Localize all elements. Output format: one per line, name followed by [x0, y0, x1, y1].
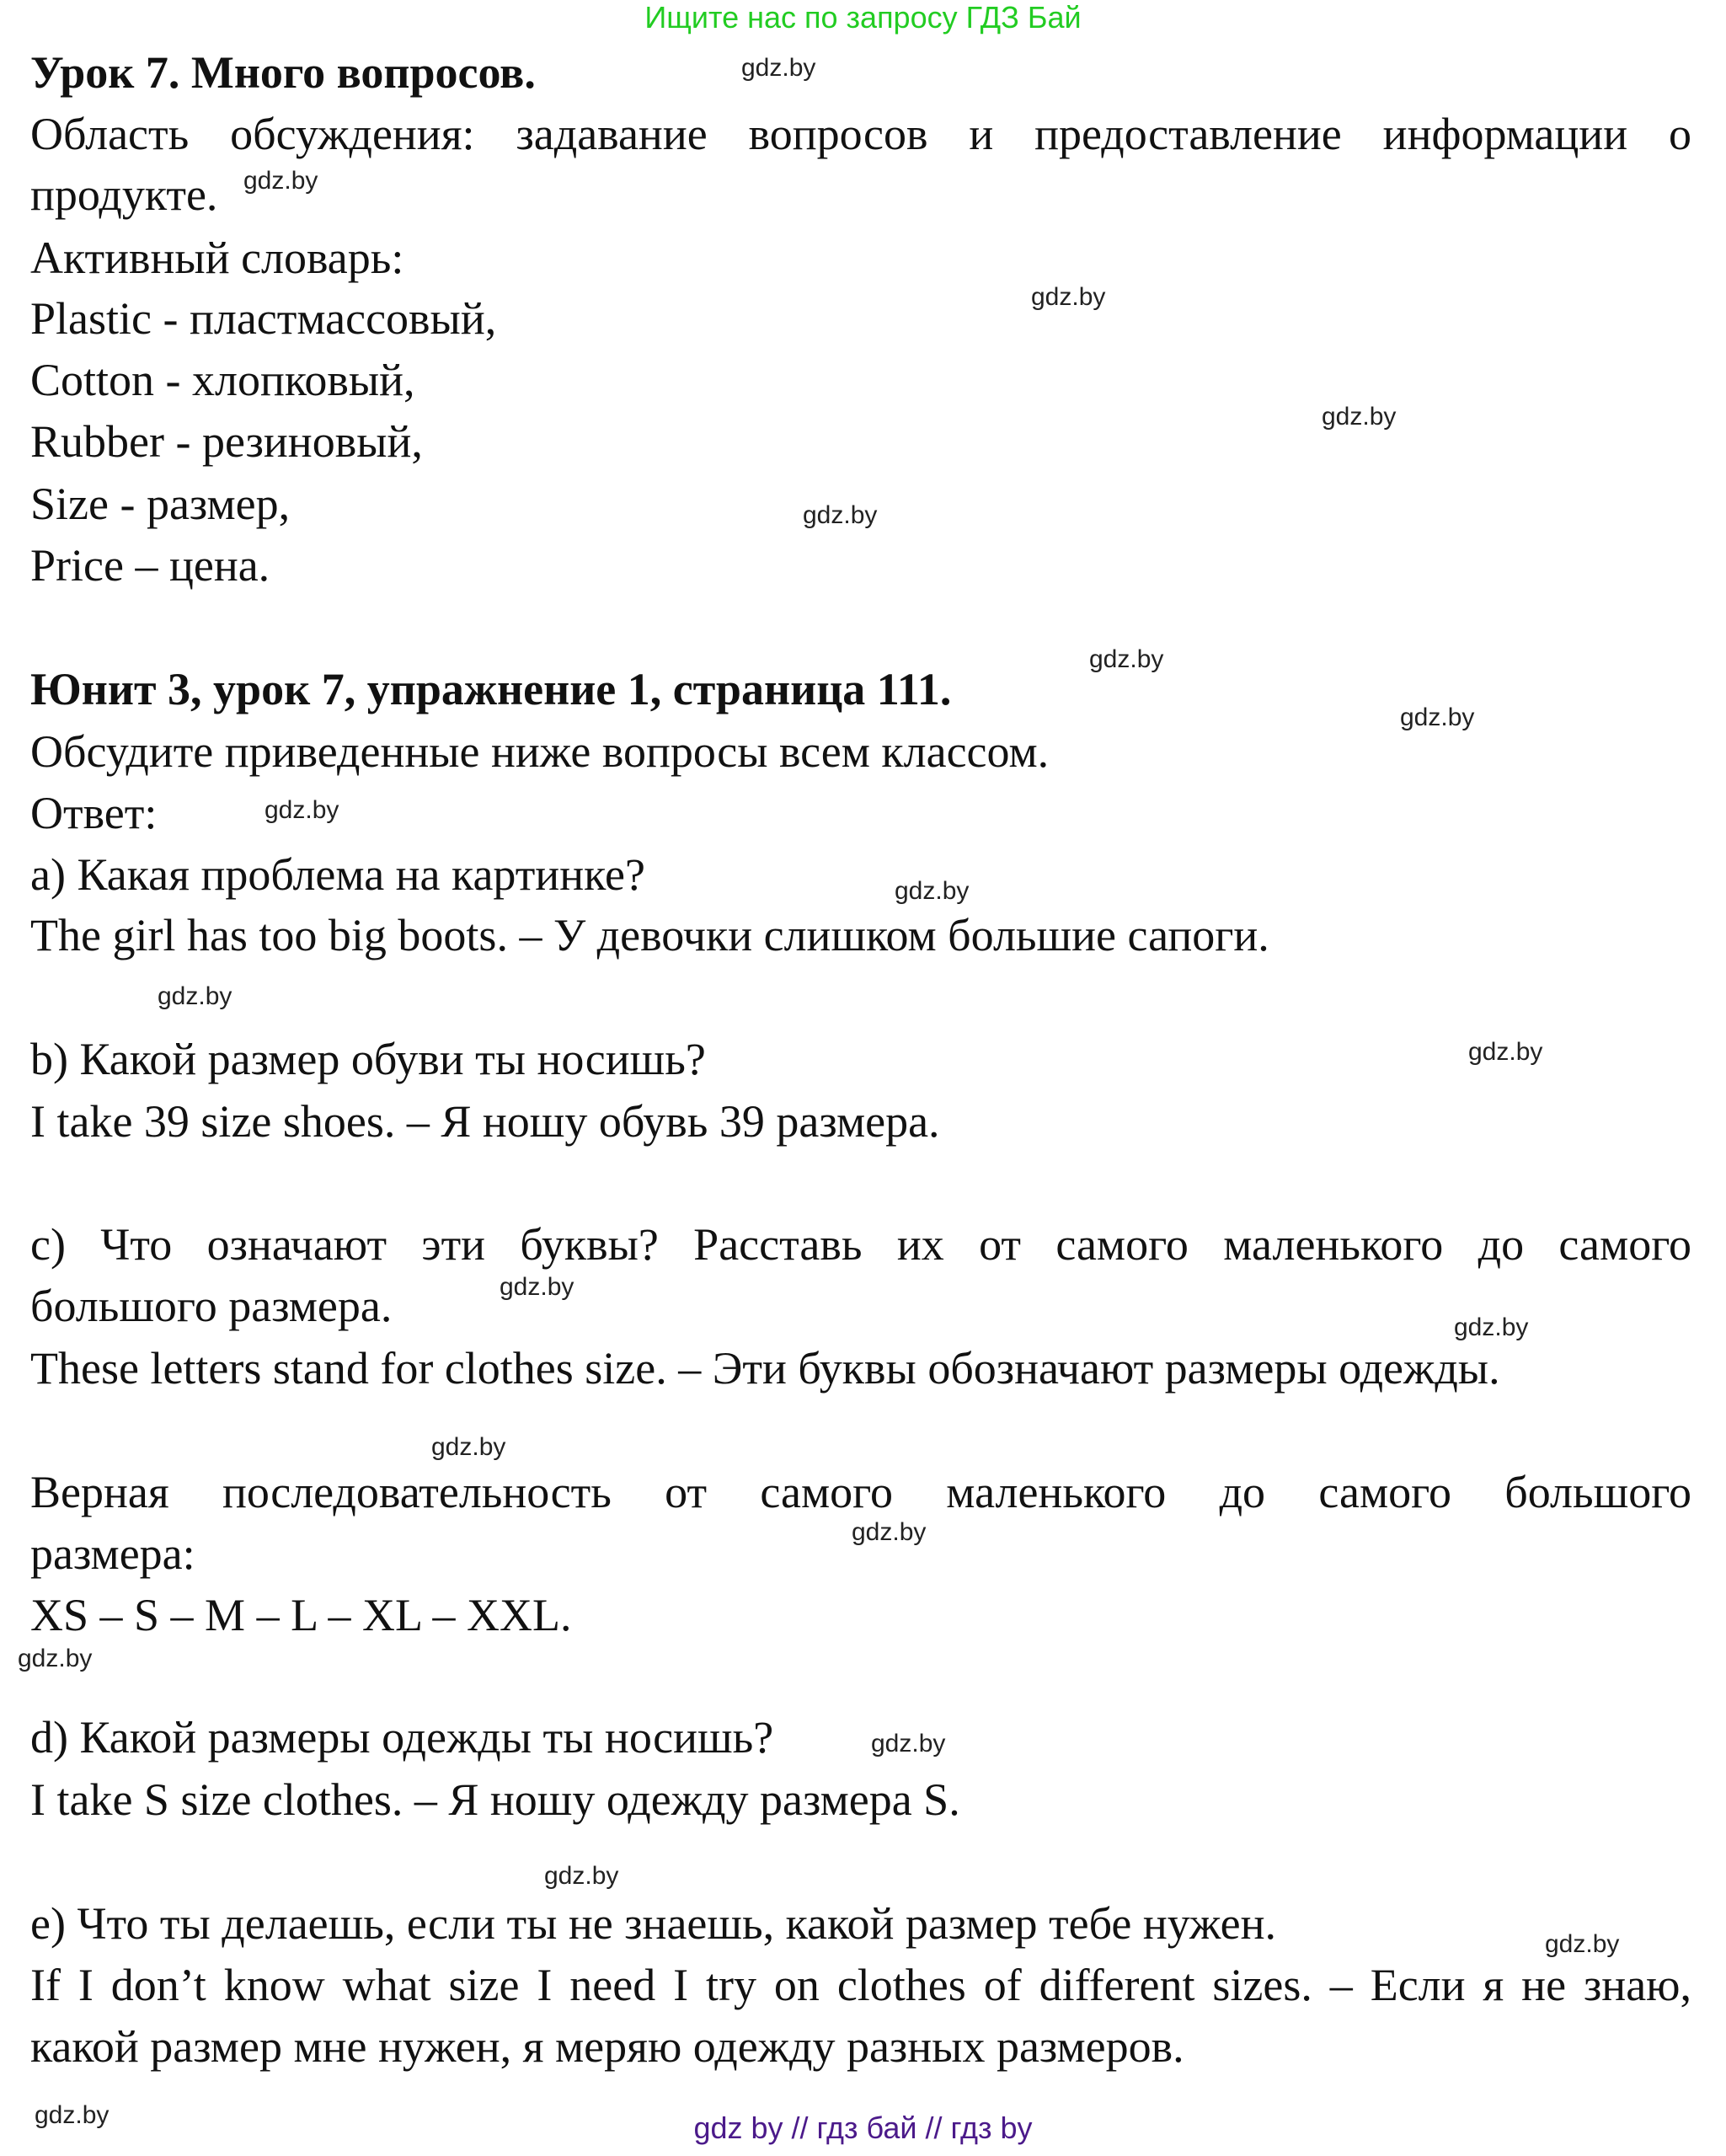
vocab-item: Price – цена. — [30, 540, 270, 591]
watermark: gdz.by — [18, 1645, 93, 1672]
footer-links[interactable]: gdz by // гдз бай // гдз by — [693, 2111, 1033, 2145]
text-line: продукте. — [30, 169, 218, 220]
search-banner[interactable]: Ищите нас по запросу ГДЗ Бай — [644, 0, 1082, 35]
answer: XS – S – M – L – XL – XXL. — [30, 1590, 572, 1640]
watermark: gdz.by — [35, 2101, 110, 2129]
watermark: gdz.by — [243, 167, 318, 195]
vocab-item: Rubber - резиновый, — [30, 416, 423, 467]
watermark: gdz.by — [803, 501, 878, 529]
question: c) Что означают эти буквы? Расставь их от самого маленького до самого — [30, 1219, 1691, 1270]
vocab-item: Plastic - пластмассовый, — [30, 293, 497, 344]
answer: I take S size clothes. – Я ношу одежду размера S. — [30, 1774, 960, 1825]
watermark: gdz.by — [895, 877, 970, 905]
question: e) Что ты делаешь, если ты не знаешь, какой размер тебе нужен. — [30, 1898, 1276, 1949]
watermark: gdz.by — [1468, 1038, 1543, 1066]
text-line: Область обсуждения: задавание вопросов и предоставление информации о — [30, 109, 1691, 159]
answer: If I don’t know what size I need I try on clothes of different sizes. – Если я не знаю, — [30, 1960, 1691, 2010]
vocab-item: Size - размер, — [30, 479, 291, 529]
answer: какой размер мне нужен, я меряю одежду разных размеров. — [30, 2021, 1184, 2072]
exercise-title: Юнит 3, урок 7, упражнение 1, страница 111. — [30, 664, 952, 714]
lesson-title: Урок 7. Много вопросов. — [30, 47, 536, 98]
text-line: Обсудите приведенные ниже вопросы всем классом. — [30, 726, 1050, 777]
watermark: gdz.by — [871, 1730, 946, 1757]
watermark: gdz.by — [1089, 645, 1164, 673]
text-line: Активный словарь: — [30, 233, 404, 283]
watermark: gdz.by — [852, 1518, 927, 1546]
question: большого размера. — [30, 1281, 393, 1331]
watermark: gdz.by — [1031, 283, 1106, 311]
watermark: gdz.by — [265, 796, 339, 824]
question: b) Какой размер обуви ты носишь? — [30, 1034, 706, 1084]
watermark: gdz.by — [500, 1273, 574, 1301]
text-line: размера: — [30, 1528, 195, 1579]
watermark: gdz.by — [741, 54, 816, 82]
answer: These letters stand for clothes size. – Эти буквы обозначают размеры одежды. — [30, 1343, 1500, 1394]
watermark: gdz.by — [1454, 1313, 1529, 1341]
watermark: gdz.by — [431, 1433, 506, 1461]
watermark: gdz.by — [158, 982, 232, 1010]
question: d) Какой размеры одежды ты носишь? — [30, 1712, 774, 1763]
watermark: gdz.by — [1400, 704, 1475, 731]
watermark: gdz.by — [1545, 1930, 1620, 1958]
text-line: Ответ: — [30, 788, 158, 838]
answer: I take 39 size shoes. – Я ношу обувь 39 размера. — [30, 1096, 940, 1147]
vocab-item: Cotton - хлопковый, — [30, 355, 415, 405]
text-line: Верная последовательность от самого маленького до самого большого — [30, 1467, 1691, 1517]
watermark: gdz.by — [544, 1862, 619, 1890]
question: a) Какая проблема на картинке? — [30, 849, 645, 900]
watermark: gdz.by — [1322, 403, 1397, 431]
answer: The girl has too big boots. – У девочки слишком большие сапоги. — [30, 910, 1269, 960]
